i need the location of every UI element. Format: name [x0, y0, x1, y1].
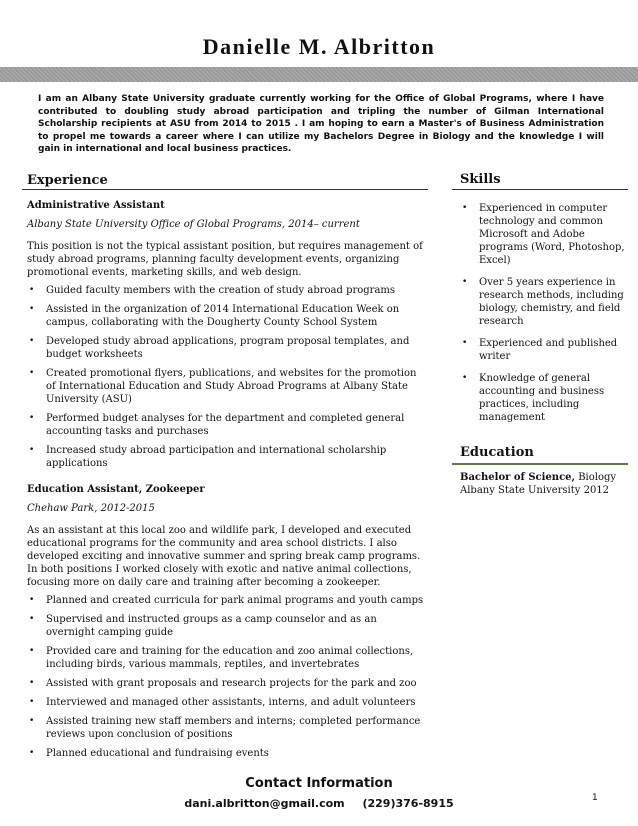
list-item: • Experienced in computer technology and common Microsoft and Adobe programs (Word, Photoshop, Excel): [462, 203, 625, 266]
bullet-icon: •: [29, 336, 35, 346]
list-item: • Supervised and instructed groups as a camp counselor and as an overnight camping guide: [29, 614, 377, 638]
job-entry: [27, 483, 427, 760]
skills-list: [460, 202, 630, 424]
list-item: • Planned educational and fundraising events: [29, 748, 269, 759]
list-item: • Provided care and training for the education and zoo animal collections, including birds, various mammals, reptiles, and invertebrates: [29, 646, 414, 670]
school: Albany State University 2012: [460, 485, 610, 496]
job-title: Administrative Assistant: [27, 200, 165, 211]
job-description: This position is not the typical assistant position, but requires management of study abroad programs, planning faculty development events, organizing promotional events, marketing skills, and web design.: [27, 241, 423, 278]
bullet-icon: •: [29, 697, 35, 707]
education-heading: Education: [460, 445, 534, 460]
skills-heading: Skills: [460, 172, 501, 187]
job-bullet-list: [27, 594, 427, 760]
contact-line: [0, 797, 638, 810]
bullet-icon: •: [462, 373, 468, 383]
list-item: • Increased study abroad participation and international scholarship applications: [29, 445, 387, 469]
list-item: • Assisted with grant proposals and research projects for the park and zoo: [29, 678, 417, 689]
list-item: • Interviewed and managed other assistants, interns, and adult volunteers: [29, 697, 416, 708]
education-degree-line: [460, 471, 630, 484]
experience-heading: Experience: [27, 173, 108, 188]
list-item: • Knowledge of general accounting and business practices, including management: [462, 373, 605, 423]
list-item: • Guided faculty members with the creation of study abroad programs: [29, 285, 396, 296]
skills-section: [460, 197, 630, 433]
bullet-icon: •: [29, 445, 35, 455]
degree: Bachelor of Science,: [460, 472, 575, 483]
bullet-icon: •: [29, 304, 35, 314]
degree-field: Biology: [578, 472, 617, 483]
education-rule: [452, 463, 628, 465]
bullet-icon: •: [29, 678, 35, 688]
phone-number: (229)376-8915: [362, 797, 454, 810]
experience-section-2: [27, 483, 427, 766]
job-title: Education Assistant, Zookeeper: [27, 484, 205, 495]
page-number: 1: [592, 793, 598, 803]
list-item: • Planned and created curricula for park animal programs and youth camps: [29, 595, 424, 606]
list-item: • Developed study abroad applications, program proposal templates, and budget worksheets: [29, 336, 410, 360]
summary-paragraph: I am an Albany State University graduate currently working for the Office of Global Programs, where I have contributed to doubling study abroad participation and tripling the number of Gilman International Scholarship recipients at ASU from 2014 to 2015 . I am hoping to earn a Master's of Business Administration to propel me towards a career where I can utilize my Bachelors Degree in Biology and the knowledge I will gain in international and local business practices.: [38, 94, 604, 154]
bullet-icon: •: [29, 614, 35, 624]
email-link[interactable]: dani.albritton@gmail.com: [184, 797, 345, 810]
bullet-icon: •: [29, 646, 35, 656]
education-section: [460, 471, 630, 497]
list-item: • Assisted in the organization of 2014 International Education Week on campus, collaborating with the Dougherty County School System: [29, 304, 400, 328]
experience-section: [27, 199, 427, 476]
bullet-icon: •: [29, 285, 35, 295]
skills-rule: [452, 189, 628, 190]
job-organization: Albany State University Office of Global Programs, 2014– current: [27, 219, 360, 230]
bullet-icon: •: [29, 748, 35, 758]
job-bullet-list: [27, 284, 427, 470]
list-item: • Experienced and published writer: [462, 338, 618, 362]
bullet-icon: •: [462, 203, 468, 213]
bullet-icon: •: [462, 338, 468, 348]
header-divider-bar: [0, 67, 638, 82]
bullet-icon: •: [29, 716, 35, 726]
contact-heading: Contact Information: [245, 776, 393, 791]
bullet-icon: •: [462, 277, 468, 287]
job-organization: Chehaw Park, 2012-2015: [27, 503, 155, 514]
list-item: • Assisted training new staff members and interns; completed performance reviews upon conclusion of positions: [29, 716, 421, 740]
list-item: • Over 5 years experience in research methods, including biology, chemistry, and field research: [462, 277, 624, 327]
job-entry: [27, 199, 427, 470]
bullet-icon: •: [29, 595, 35, 605]
bullet-icon: •: [29, 368, 35, 378]
list-item: • Performed budget analyses for the department and completed general accounting tasks and purchases: [29, 413, 405, 437]
resume-name: Danielle M. Albritton: [202, 34, 436, 59]
list-item: • Created promotional flyers, publications, and websites for the promotion of International Education and Study Abroad Programs at Albany State University (ASU): [29, 368, 417, 405]
bullet-icon: •: [29, 413, 35, 423]
experience-rule: [22, 189, 428, 190]
job-description: As an assistant at this local zoo and wildlife park, I developed and executed educational programs for the community and area school districts. I also developed exciting and innovative summer and spring break camp programs. In both positions I worked closely with exotic and native animal collections, focusing more on daily care and training after becoming a zookeeper.: [27, 525, 421, 588]
